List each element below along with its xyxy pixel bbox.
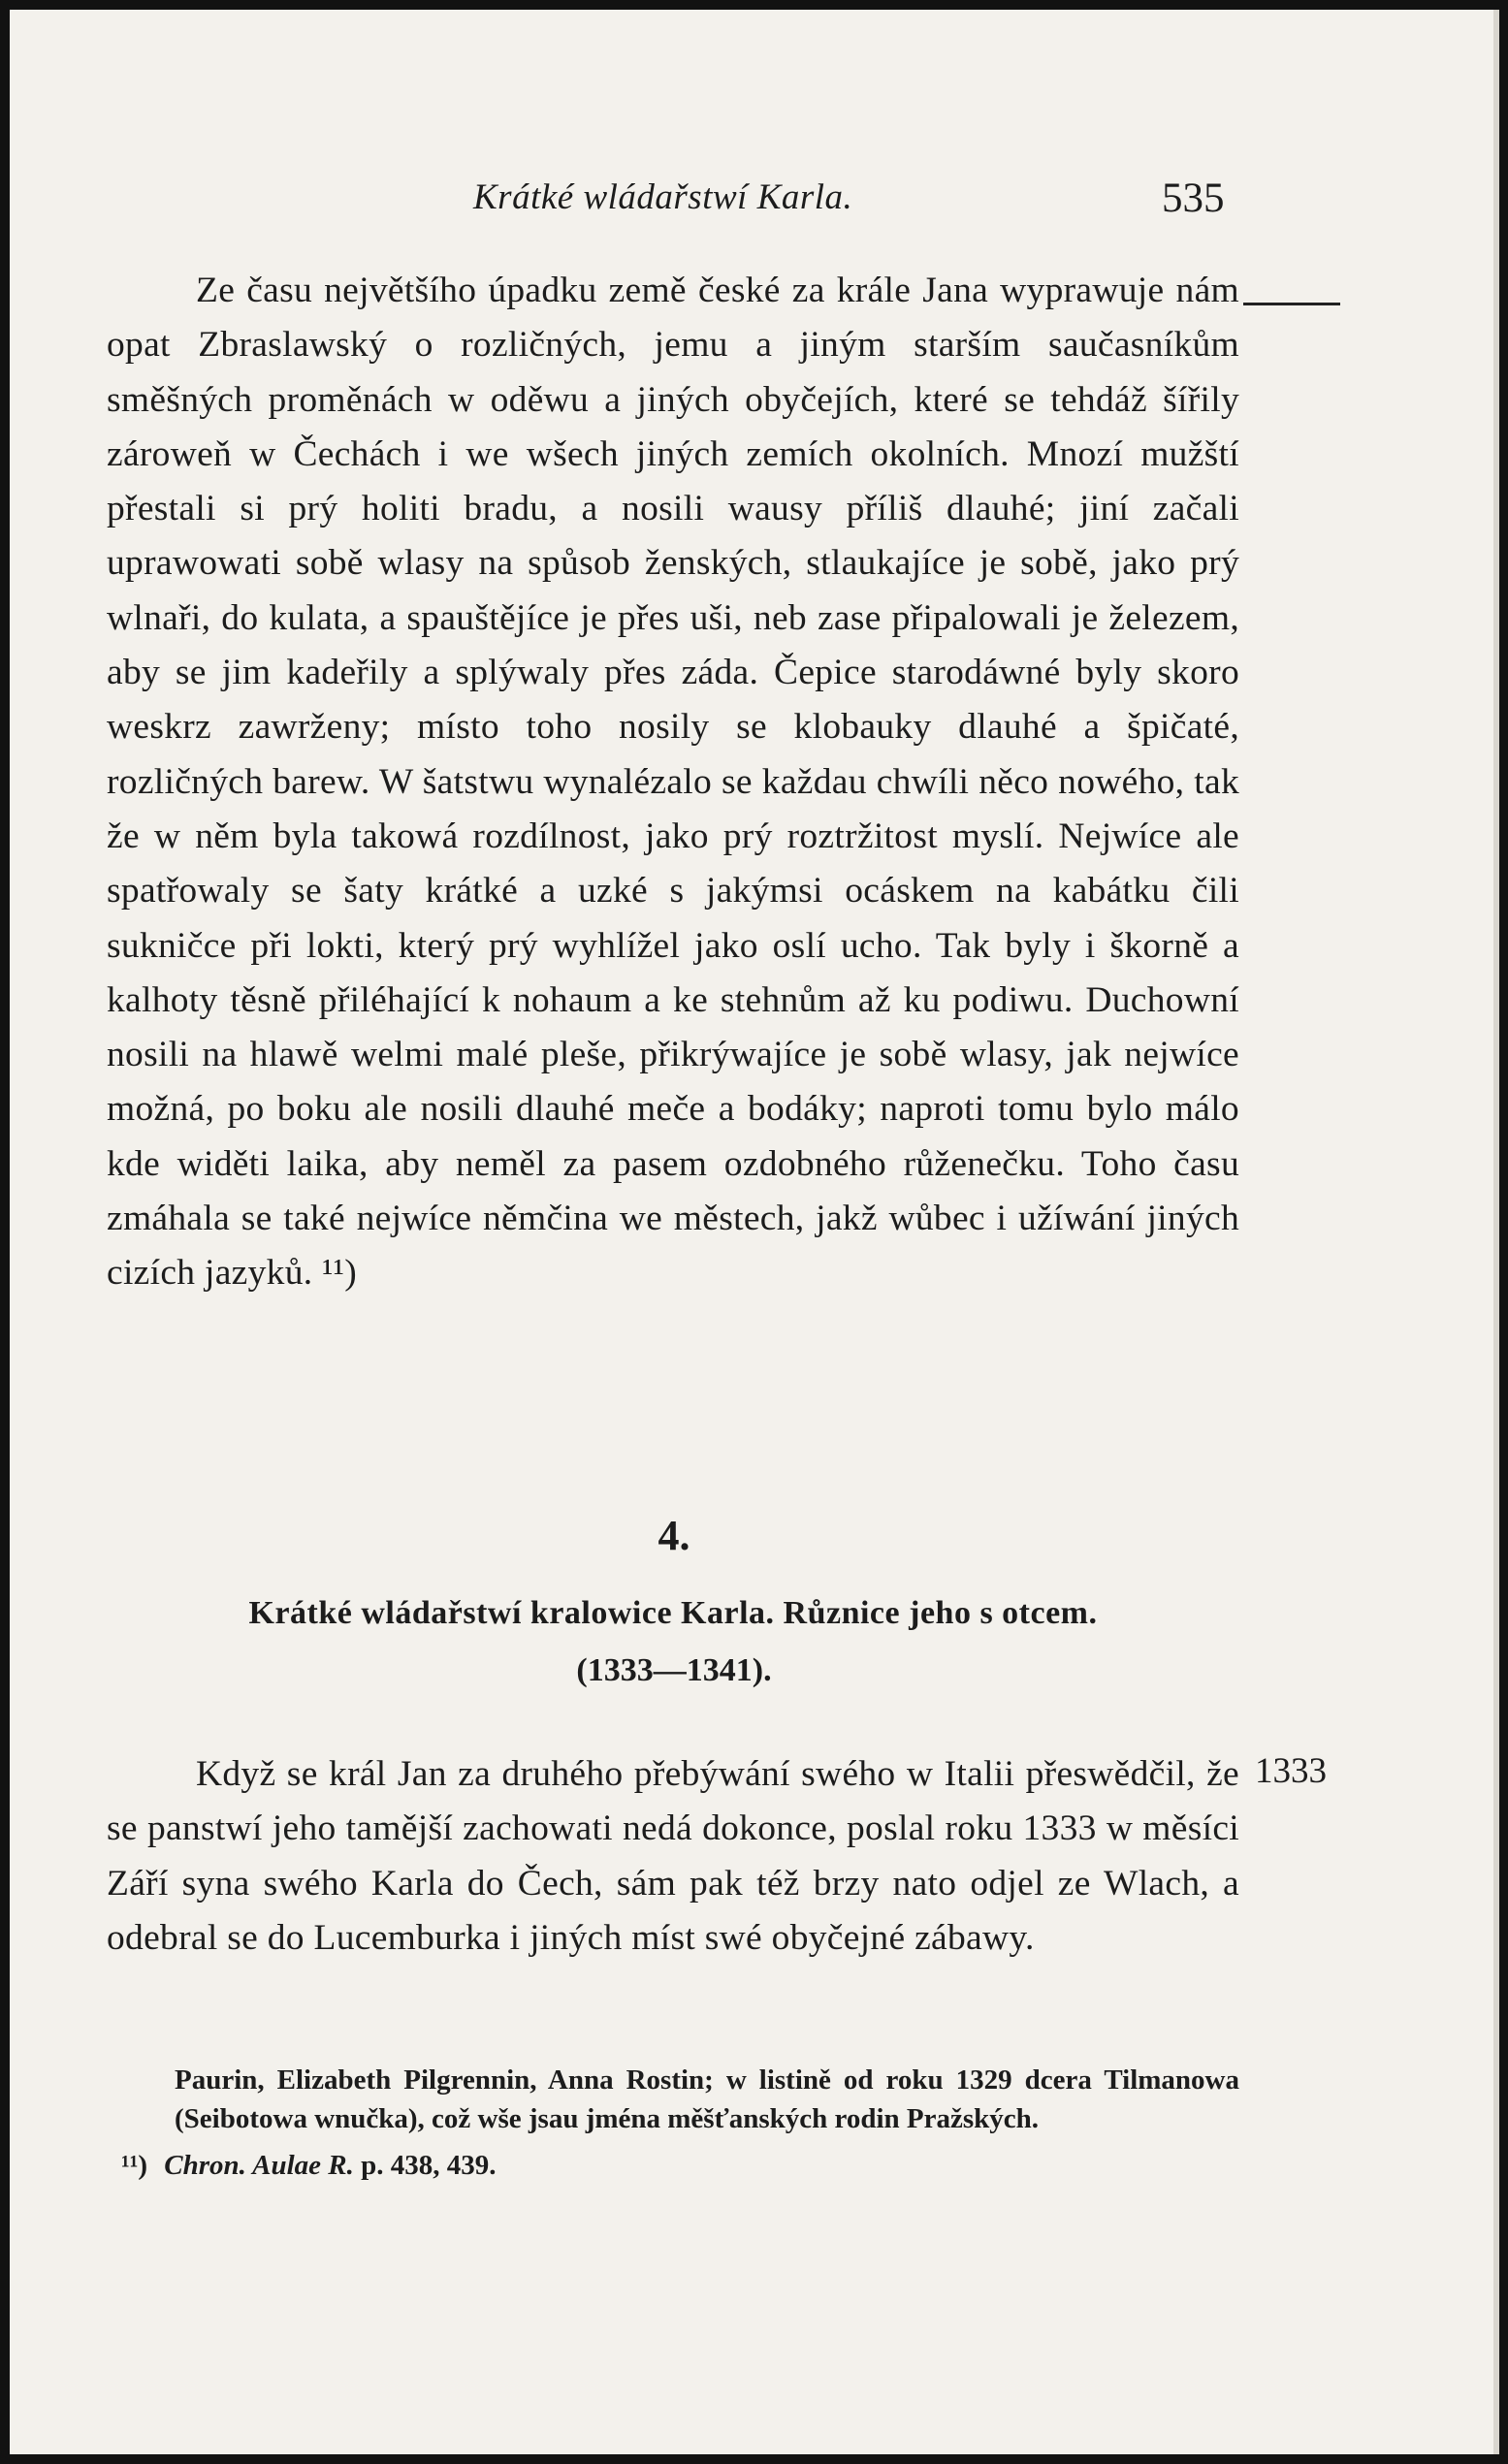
footnote-mark: ¹¹) <box>121 2150 148 2181</box>
book-page <box>10 10 1499 2454</box>
margin-year-note: 1333 <box>1255 1751 1327 1791</box>
footnote <box>121 2146 1239 2185</box>
body-text-section <box>107 1747 1239 1966</box>
footnote-pages: p. 438, 439. <box>361 2150 497 2181</box>
section-dates: (1333—1341). <box>576 1652 772 1688</box>
section-number: 4. <box>658 1512 690 1559</box>
footnote-source: Chron. Aulae R. <box>164 2150 354 2181</box>
page-number: 535 <box>1162 176 1225 221</box>
footnotes <box>121 2061 1239 2185</box>
paragraph: Ze času největšího úpadku země české za krále Jana wyprawuje nám opat Zbraslawský o rozličných, jemu a jiným starším saučasníkům směšných proměnách w oděwu a jiných obyčejích, které se tehdáž šířily zároweň w Čechách i we wšech jiných zemích okolních. Mnozí mužští přestali si prý holiti bradu, a nosili wausy příliš dlauhé; jiní začali uprawowati sobě wlasy na spůsob ženských, stlaukajíce je sobě, jako prý wlnaři, do kulata, a spauštějíce je přes uši, neb zase připalowali je železem, aby se jim kadeřily a splýwaly přes záda. Čepice starodáwné byly skoro weskrz zawrženy; místo toho nosily se klobauky dlauhé a špičaté, rozličných barew. W šatstwu wynalézalo se každau chwíli něco nowého, tak že w něm byla takowá rozdílnost, jako prý roztržitost myslí. Nejwíce ale spatřowaly se šaty krátké a uzké s jakýmsi ocáskem na kabátku čili sukničce při lokti, který prý wyhlížel jako oslí ucho. Tak byly i škorně a kalhoty těsně přiléhající k nohaum a ke stehnům až ku podiwu. Duchowní nosili na hlawě welmi malé pleše, přikrýwajíce je sobě wlasy, jak nejwíce možná, po boku ale nosili dlauhé meče a bodáky; naproti tomu bylo málo kde widěti laika, aby neměl za pasem ozdobného růženečku. Toho času zmáhala se také nejwíce němčina we městech, jakž wůbec i užíwání jiných cizích jazyků. ¹¹) <box>107 271 1239 1294</box>
footnote-continuation: Paurin, Elizabeth Pilgrennin, Anna Rostin; w listině od roku 1329 dcera Tilmanowa (Seibotowa wnučka), což wše jsau jména měšťanských rodin Pražských. <box>175 2064 1239 2134</box>
margin-rule <box>1243 303 1340 305</box>
paragraph: Když se král Jan za druhého přebýwání swého w Italii přeswědčil, že se panstwí jeho tamější zachowati nedá dokonce, poslal roku 1333 w měsíci Září syna swého Karla do Čech, sám pak též brzy nato odjel ze Wlach, a odebral se do Lucemburka i jiných míst swé obyčejné zábawy. <box>107 1754 1239 1958</box>
page-header <box>10 173 1241 231</box>
section-heading: Krátké wládařstwí kralowice Karla. Různice jeho s otcem. <box>248 1595 1098 1631</box>
running-title: Krátké wládařstwí Karla. <box>473 177 853 217</box>
body-text <box>107 264 1239 1301</box>
